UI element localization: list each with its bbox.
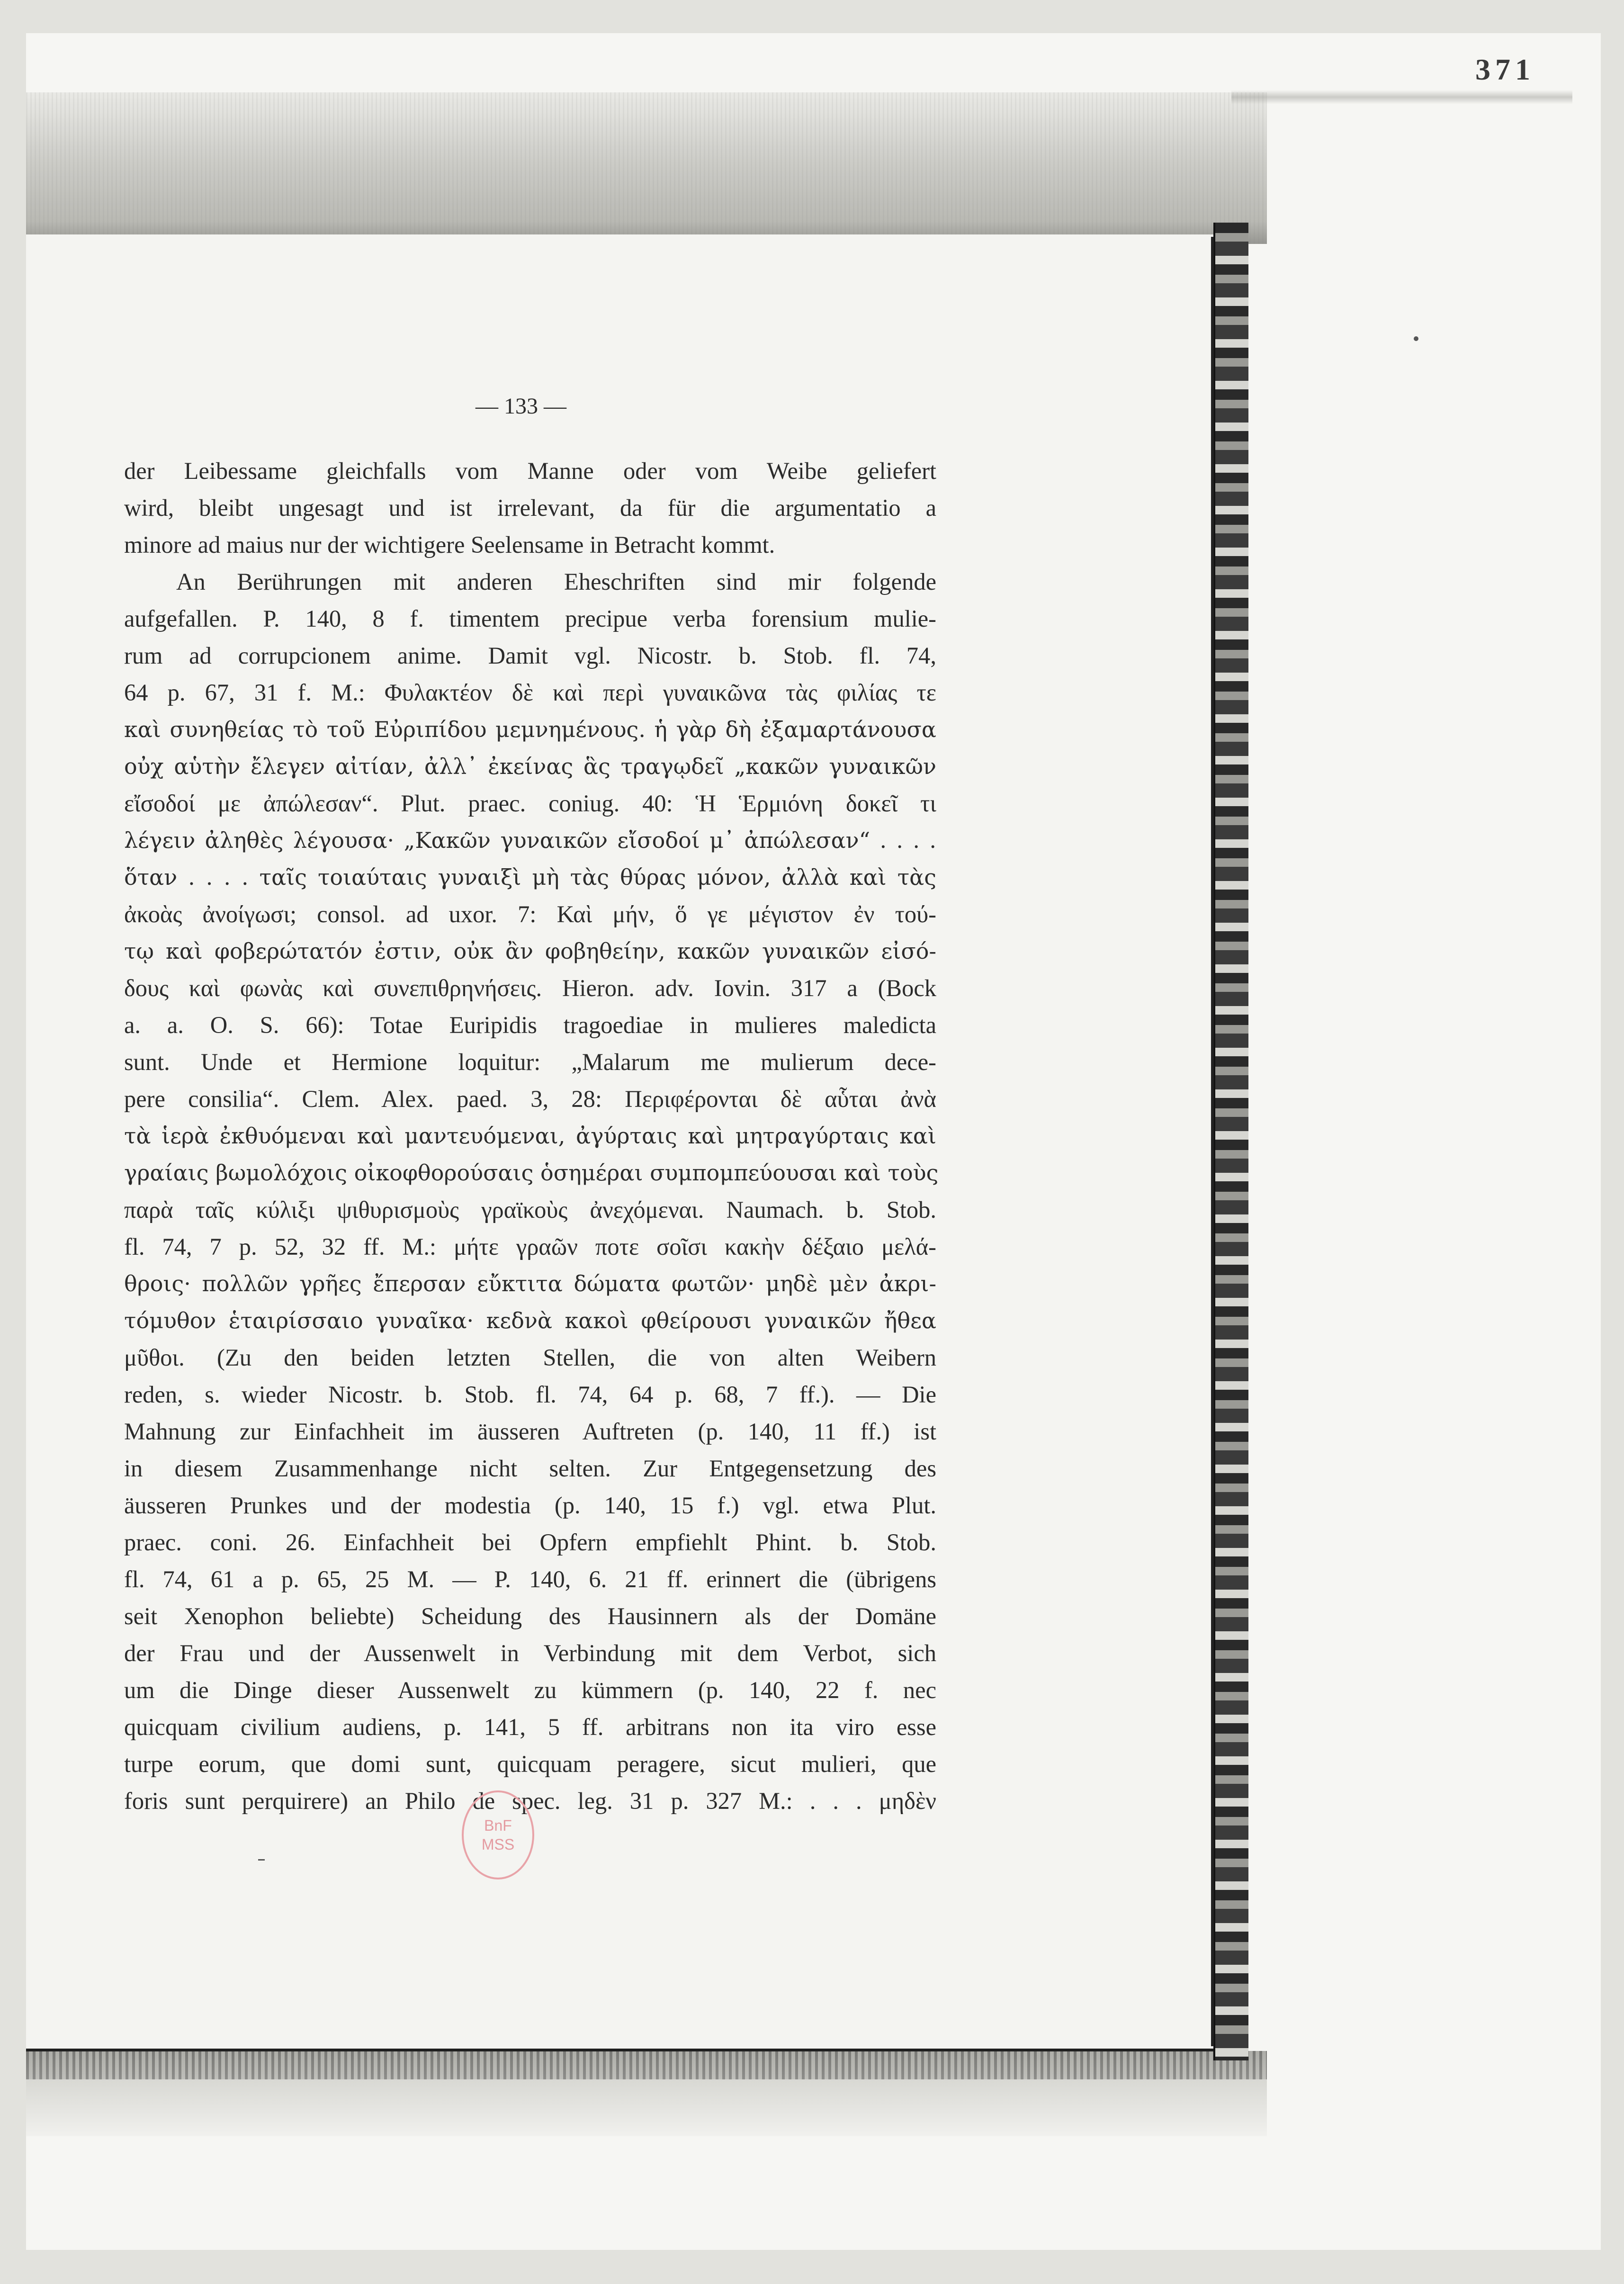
text-line: praec. coni. 26. Einfachheit bei Opfern empfiehlt Phint. b. Stob.: [124, 1529, 936, 1556]
text-line: μῦθοι. (Zu den beiden letzten Stellen, die von alten Weibern: [124, 1344, 936, 1371]
scan-shadow-bottom: [26, 2079, 1267, 2136]
text-line: foris sunt perquirere) an Philo de spec. leg. 31 p. 327 M.: . . . μηδὲν: [124, 1788, 936, 1814]
text-line: 64 p. 67, 31 f. M.: Φυλακτέον δὲ καὶ περὶ γυναικῶνα τὰς φιλίας τε: [124, 679, 936, 706]
text-line: τῳ καὶ φοβερώτατόν ἐστιν, οὐκ ἂν φοβηθείην, κακῶν γυναικῶν εἰσό-: [124, 938, 936, 964]
text-line: οὐχ αὑτὴν ἔλεγεν αἰτίαν, ἀλλ᾽ ἐκείνας ἃς τραγῳδεῖ „κακῶν γυναικῶν: [124, 754, 936, 779]
stray-mark: [258, 1859, 265, 1861]
text-line: rum ad corrupcionem anime. Damit vgl. Nicostr. b. Stob. fl. 74,: [124, 642, 936, 669]
body-text: [124, 452, 939, 1819]
folio-number: 371: [1475, 53, 1535, 86]
text-line: fl. 74, 61 a p. 65, 25 M. — P. 140, 6. 21 ff. erinnert die (übrigens: [124, 1566, 936, 1592]
text-line: der Leibessame gleichfalls vom Manne oder vom Weibe geliefert: [124, 458, 936, 484]
text-line: τόμυθον ἑταιρίσσαιο γυναῖκα· κεδνὰ κακοὶ φθείρουσι γυναικῶν ἤθεα: [124, 1308, 936, 1333]
text-line: παρὰ ταῖς κύλιξι ψιθυρισμοὺς γραϊκοὺς ἀνεχόμεναι. Naumach. b. Stob.: [124, 1196, 936, 1223]
text-line: aufgefallen. P. 140, 8 f. timentem precipue verba forensium mulie-: [124, 605, 936, 632]
text-line: Mahnung zur Einfachheit im äusseren Auftreten (p. 140, 11 ff.) ist: [124, 1418, 936, 1445]
text-line: τὰ ἱερὰ ἐκθυόμεναι καὶ μαντευόμεναι, ἀγύρταις καὶ μητραγύρταις καὶ: [124, 1123, 936, 1149]
text-line: quicquam civilium audiens, p. 141, 5 ff. arbitrans non ita viro esse: [124, 1714, 936, 1740]
text-line: um die Dinge dieser Aussenwelt zu kümmern (p. 140, 22 f. nec: [124, 1677, 936, 1703]
scan-edge-bottom: [26, 2051, 1267, 2079]
text-line: εἴσοδοί με ἀπώλεσαν“. Plut. praec. coniug. 40: Ἡ Ἑρμιόνη δοκεῖ τι: [124, 790, 936, 817]
text-line: ὅταν . . . . ταῖς τοιαύταις γυναιξὶ μὴ τὰς θύρας μόνον, ἀλλὰ καὶ τὰς: [124, 864, 936, 890]
text-line: καὶ συνηθείας τὸ τοῦ Εὐριπίδου μεμνημένους. ἡ γὰρ δὴ ἐξαμαρτάνουσα: [124, 717, 936, 742]
stamp-line-1: BnF: [484, 1817, 512, 1834]
scan-shadow-top-right: [1231, 90, 1572, 104]
text-line: äusseren Prunkes und der modestia (p. 140, 15 f.) vgl. etwa Plut.: [124, 1492, 936, 1519]
stray-dot: [1414, 336, 1418, 341]
text-line: pere consilia“. Clem. Alex. paed. 3, 28: Περιφέρονται δὲ αὗται ἀνὰ: [124, 1086, 936, 1112]
text-line: a. a. O. S. 66): Totae Euripidis tragoediae in mulieres maledicta: [124, 1012, 936, 1038]
text-line: wird, bleibt ungesagt und ist irrelevant, da für die argumentatio a: [124, 495, 936, 521]
text-line: minore ad maius nur der wichtigere Seelensame in Betracht kommt.: [124, 531, 775, 558]
text-line: ἀκοὰς ἀνοίγωσι; consol. ad uxor. 7: Καὶ μήν, ὅ γε μέγιστον ἐν τού-: [124, 901, 936, 927]
text-line: An Berührungen mit anderen Eheschriften sind mir folgende: [176, 568, 936, 595]
text-line: turpe eorum, que domi sunt, quicquam peragere, sicut mulieri, que: [124, 1751, 936, 1777]
page-edge-shadow: [1213, 223, 1248, 2060]
text-line: der Frau und der Aussenwelt in Verbindung mit dem Verbot, sich: [124, 1640, 936, 1666]
text-line: λέγειν ἀληθὲς λέγουσα· „Κακῶν γυναικῶν εἴσοδοί μ᾽ ἀπώλεσαν“ . . . .: [124, 827, 936, 853]
text-line: θροις· πολλῶν γρῆες ἔπερσαν εὔκτιτα δώματα φωτῶν· μηδὲ μὲν ἀκρι-: [124, 1271, 936, 1296]
page-edge-line: [1211, 237, 1214, 2046]
scan-shadow-top: [26, 92, 1267, 244]
text-line: δους καὶ φωνὰς καὶ συνεπιθρηνήσεις. Hieron. adv. Iovin. 317 a (Bock: [124, 975, 936, 1001]
text-line: sunt. Unde et Hermione loquitur: „Malarum me mulierum dece-: [124, 1049, 936, 1075]
stamp-line-2: MSS: [481, 1836, 515, 1853]
text-line: seit Xenophon beliebte) Scheidung des Hausinnern als der Domäne: [124, 1603, 936, 1629]
library-stamp: [462, 1790, 534, 1879]
text-line: in diesem Zusammenhange nicht selten. Zur Entgegensetzung des: [124, 1455, 936, 1482]
page-header: — 133 —: [476, 394, 566, 419]
text-line: fl. 74, 7 p. 52, 32 ff. M.: μήτε γραῶν ποτε σοῖσι κακὴν δέξαιο μελά-: [124, 1233, 936, 1260]
text-line: γραίαις βωμολόχοις οἰκοφθορούσαις ὁσημέραι συμπομπεύουσαι καὶ τοὺς: [124, 1160, 939, 1186]
text-line: reden, s. wieder Nicostr. b. Stob. fl. 74, 64 p. 68, 7 ff.). — Die: [124, 1381, 936, 1408]
